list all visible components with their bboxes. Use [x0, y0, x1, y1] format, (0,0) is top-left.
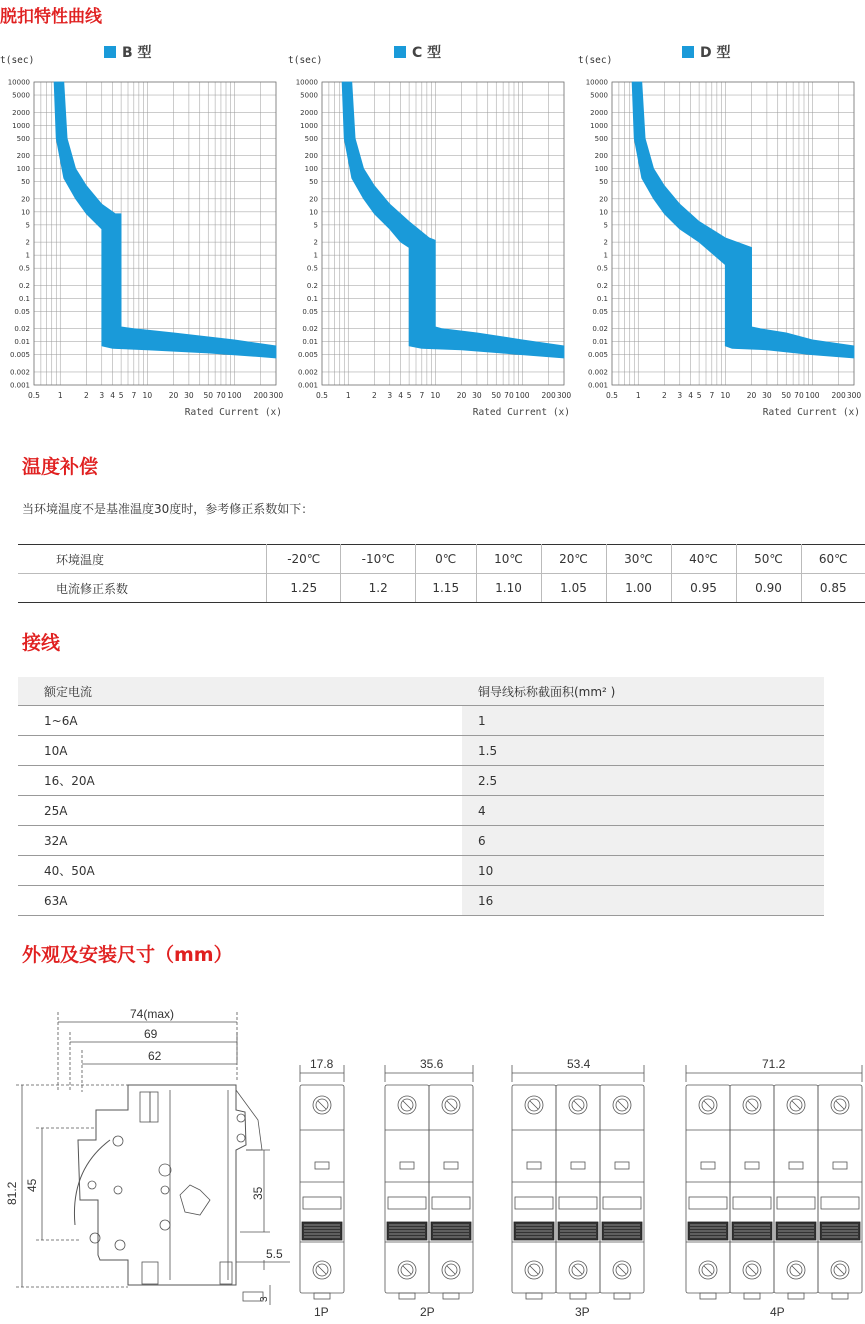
- pole-body: [730, 1085, 774, 1293]
- width-label-1p: 17.8: [310, 1057, 334, 1071]
- screw-slot: [403, 1101, 411, 1109]
- y-tick-label: 0.02: [14, 325, 30, 334]
- x-tick-label: 300: [268, 391, 284, 400]
- x-tick-label: 2: [662, 391, 667, 400]
- y-tick-label: 0.02: [592, 325, 608, 334]
- x-tick-label: 70: [794, 391, 804, 400]
- x-tick-label: 300: [556, 391, 572, 400]
- y-tick-label: 1: [603, 251, 608, 260]
- y-tick-label: 0.005: [9, 351, 30, 360]
- y-tick-label: 2000: [12, 108, 30, 117]
- indicator-window: [615, 1162, 629, 1169]
- y-tick-label: 0.01: [592, 338, 608, 347]
- y-tick-label: 0.2: [18, 281, 30, 290]
- table-row: [18, 826, 824, 856]
- y-tick-label: 200: [16, 152, 30, 161]
- x-tick-label: 10: [430, 391, 441, 400]
- indicator-window: [527, 1162, 541, 1169]
- table-row: [18, 886, 824, 916]
- screw-slot: [574, 1266, 582, 1274]
- y-tick-label: 0.01: [302, 338, 318, 347]
- x-tick-label: 10: [720, 391, 731, 400]
- y-tick-label: 0.002: [9, 368, 30, 377]
- section-cell: 10: [462, 856, 824, 886]
- temp-cell: -10℃: [341, 545, 415, 574]
- section-cell: 16: [462, 886, 824, 916]
- screw-slot: [403, 1266, 411, 1274]
- dim-label: 74(max): [130, 1007, 175, 1021]
- width-label-3p: 53.4: [567, 1057, 591, 1071]
- section-cell: 6: [462, 826, 824, 856]
- x-tick-label: 200: [831, 391, 846, 400]
- y-axis-label: t(sec): [288, 55, 323, 66]
- indicator-window: [400, 1162, 414, 1169]
- x-tick-label: 0.5: [28, 391, 40, 400]
- screw-slot: [318, 1266, 326, 1274]
- y-tick-label: 500: [594, 134, 608, 143]
- y-tick-label: 10000: [585, 78, 608, 87]
- y-tick-label: 2: [313, 238, 318, 247]
- table-header: [18, 677, 824, 706]
- x-tick-label: 0.5: [316, 391, 328, 400]
- x-tick-label: 20: [456, 391, 467, 400]
- y-tick-label: 20: [21, 195, 30, 204]
- y-tick-label: 200: [304, 152, 318, 161]
- factor-cell: 1.15: [415, 574, 476, 603]
- handle-top: [432, 1197, 470, 1209]
- dim-label: 5.5: [266, 1247, 283, 1261]
- y-tick-label: 0.05: [302, 307, 318, 316]
- screw-slot: [618, 1101, 626, 1109]
- screw-slot: [530, 1266, 538, 1274]
- y-tick-label: 500: [304, 134, 318, 143]
- temp-cell: 0℃: [415, 545, 476, 574]
- pole-body: [774, 1085, 818, 1293]
- y-tick-label: 0.1: [596, 294, 608, 303]
- y-tick-label: 10: [599, 208, 608, 217]
- factor-row: [18, 574, 865, 603]
- y-axis-label: t(sec): [0, 55, 35, 66]
- factor-cell: 0.90: [736, 574, 801, 603]
- x-tick-label: 50: [203, 391, 213, 400]
- current-cell: 40、50A: [18, 856, 462, 886]
- x-tick-label: 1: [635, 391, 641, 400]
- x-tick-label: 70: [216, 391, 226, 400]
- pole-body: [686, 1085, 730, 1293]
- handle-top: [689, 1197, 727, 1209]
- y-tick-label: 20: [309, 195, 318, 204]
- plot-area: [578, 40, 863, 425]
- x-tick-label: 5: [696, 391, 702, 400]
- screw-slot: [704, 1266, 712, 1274]
- temperature-description: 当环境温度不是基准温度30度时，参考修正系数如下：: [22, 502, 314, 516]
- trip-curve-chart-d: [578, 40, 863, 425]
- chart-title: C 型: [412, 45, 442, 61]
- pole-body: [556, 1085, 600, 1293]
- plot-area: [288, 40, 573, 425]
- y-tick-label: 0.02: [302, 325, 318, 334]
- screw-slot: [748, 1101, 756, 1109]
- foot-clip: [832, 1293, 848, 1299]
- temp-cell: 20℃: [541, 545, 606, 574]
- y-tick-label: 200: [594, 152, 608, 161]
- y-tick-label: 0.002: [587, 368, 608, 377]
- handle-top: [388, 1197, 426, 1209]
- y-tick-label: 2000: [300, 108, 318, 117]
- breaker-4p: [686, 1065, 862, 1299]
- section-cell: 2.5: [462, 766, 824, 796]
- y-tick-label: 50: [309, 178, 318, 187]
- y-tick-label: 1000: [12, 121, 30, 130]
- handle-top: [777, 1197, 815, 1209]
- front-labels: [310, 1057, 786, 1319]
- y-tick-label: 0.05: [14, 307, 30, 316]
- table-row: [18, 856, 824, 886]
- header-cell: 铜导线标称截面积(mm² ): [462, 677, 824, 706]
- y-axis-label: t(sec): [578, 55, 613, 66]
- y-tick-label: 5000: [300, 91, 318, 100]
- header-cell: 额定电流: [18, 677, 462, 706]
- section-cell: 1: [462, 706, 824, 736]
- handle-top: [559, 1197, 597, 1209]
- x-tick-label: 30: [762, 391, 772, 400]
- curve-section-title: 脱扣特性曲线: [0, 7, 102, 27]
- x-tick-label: 200: [253, 391, 268, 400]
- x-tick-label: 5: [118, 391, 124, 400]
- section-cell: 4: [462, 796, 824, 826]
- x-tick-label: 300: [846, 391, 862, 400]
- x-tick-label: 4: [688, 391, 694, 400]
- dimensions-section-title: 外观及安装尺寸（mm）: [22, 944, 233, 966]
- x-tick-label: 7: [709, 391, 715, 400]
- pole-body: [300, 1085, 344, 1293]
- x-tick-label: 2: [84, 391, 89, 400]
- dim-label: 69: [144, 1027, 158, 1041]
- x-tick-label: 4: [398, 391, 404, 400]
- factor-cell: 0.95: [671, 574, 736, 603]
- trip-curve-chart-b: [0, 40, 285, 425]
- y-tick-label: 50: [599, 178, 608, 187]
- x-tick-label: 50: [491, 391, 501, 400]
- dim-label: 62: [148, 1049, 162, 1063]
- table-row: [18, 796, 824, 826]
- x-tick-label: 200: [541, 391, 556, 400]
- pole-label-1p: 1P: [314, 1305, 329, 1319]
- y-tick-label: 0.01: [14, 338, 30, 347]
- y-tick-label: 0.001: [297, 381, 318, 390]
- x-tick-label: 2: [372, 391, 377, 400]
- y-tick-label: 1000: [300, 121, 318, 130]
- pole-label-3p: 3P: [575, 1305, 590, 1319]
- y-tick-label: 1000: [590, 121, 608, 130]
- wiring-section-title: 接线: [22, 632, 61, 654]
- screw-slot: [792, 1266, 800, 1274]
- temp-cell: 10℃: [476, 545, 541, 574]
- x-tick-label: 5: [406, 391, 412, 400]
- width-label-2p: 35.6: [420, 1057, 444, 1071]
- x-tick-label: 1: [57, 391, 63, 400]
- y-tick-label: 0.5: [306, 264, 318, 273]
- factor-cell: 1.00: [606, 574, 671, 603]
- pole-body: [429, 1085, 473, 1293]
- foot-clip: [443, 1293, 459, 1299]
- temp-cell: 50℃: [736, 545, 801, 574]
- x-tick-label: 7: [419, 391, 425, 400]
- foot-clip: [788, 1293, 804, 1299]
- y-tick-label: 10000: [295, 78, 318, 87]
- x-tick-label: 100: [227, 391, 242, 400]
- x-tick-label: 4: [110, 391, 116, 400]
- pole-body: [600, 1085, 644, 1293]
- x-axis-label: Rated Current (x): [472, 407, 570, 418]
- x-tick-label: 3: [677, 391, 683, 400]
- dim-label: 45: [25, 1178, 39, 1192]
- handle-top: [515, 1197, 553, 1209]
- y-tick-label: 2: [25, 238, 30, 247]
- temperature-row: [18, 545, 865, 574]
- pole-body: [818, 1085, 862, 1293]
- trip-band: [342, 82, 564, 358]
- chart-title: D 型: [700, 45, 731, 61]
- y-tick-label: 5: [25, 221, 30, 230]
- dim-label: 35: [251, 1186, 265, 1200]
- y-tick-label: 0.2: [596, 281, 608, 290]
- x-tick-label: 20: [746, 391, 757, 400]
- y-tick-label: 2: [603, 238, 608, 247]
- breaker-1p: [300, 1065, 344, 1299]
- x-tick-label: 7: [131, 391, 137, 400]
- temperature-section-title: 温度补偿: [22, 456, 99, 478]
- screw-slot: [447, 1101, 455, 1109]
- wiring-table: [18, 677, 824, 916]
- temp-cell: 30℃: [606, 545, 671, 574]
- screw-slot: [792, 1101, 800, 1109]
- screw-slot: [318, 1101, 326, 1109]
- foot-clip: [700, 1293, 716, 1299]
- factor-cell: 1.10: [476, 574, 541, 603]
- x-tick-label: 30: [184, 391, 194, 400]
- y-tick-label: 1: [313, 251, 318, 260]
- x-axis-label: Rated Current (x): [762, 407, 860, 418]
- factor-cell: 0.85: [801, 574, 865, 603]
- temperature-table: [18, 544, 865, 603]
- trip-band: [632, 82, 854, 358]
- y-tick-label: 5000: [12, 91, 30, 100]
- width-label-4p: 71.2: [762, 1057, 786, 1071]
- pole-label-4p: 4P: [770, 1305, 785, 1319]
- temp-cell: 40℃: [671, 545, 736, 574]
- indicator-window: [745, 1162, 759, 1169]
- dim-label: 3: [259, 1296, 270, 1302]
- x-tick-label: 70: [504, 391, 514, 400]
- breaker-2p: [385, 1065, 473, 1299]
- indicator-window: [701, 1162, 715, 1169]
- y-tick-label: 0.001: [9, 381, 30, 390]
- table-row: [18, 766, 824, 796]
- temp-cell: 60℃: [801, 545, 865, 574]
- y-tick-label: 0.5: [596, 264, 608, 273]
- x-tick-label: 100: [805, 391, 820, 400]
- current-cell: 1~6A: [18, 706, 462, 736]
- side-view-labels: [5, 1007, 283, 1302]
- handle-top: [821, 1197, 859, 1209]
- y-tick-label: 0.005: [297, 351, 318, 360]
- factor-cell: 1.2: [341, 574, 415, 603]
- handle-top: [733, 1197, 771, 1209]
- x-tick-label: 0.5: [606, 391, 618, 400]
- row-label: 电流修正系数: [18, 574, 267, 603]
- handle-top: [303, 1197, 341, 1209]
- y-tick-label: 100: [16, 165, 30, 174]
- x-tick-label: 10: [142, 391, 153, 400]
- foot-clip: [526, 1293, 542, 1299]
- screw-slot: [447, 1266, 455, 1274]
- y-tick-label: 500: [16, 134, 30, 143]
- table-row: [18, 736, 824, 766]
- pole-label-2p: 2P: [420, 1305, 435, 1319]
- indicator-window: [444, 1162, 458, 1169]
- y-tick-label: 1: [25, 251, 30, 260]
- x-tick-label: 3: [387, 391, 393, 400]
- y-tick-label: 0.1: [306, 294, 318, 303]
- y-tick-label: 50: [21, 178, 30, 187]
- y-tick-label: 100: [304, 165, 318, 174]
- section-cell: 1.5: [462, 736, 824, 766]
- y-tick-label: 2000: [590, 108, 608, 117]
- indicator-window: [571, 1162, 585, 1169]
- x-tick-label: 100: [515, 391, 530, 400]
- y-tick-label: 0.002: [297, 368, 318, 377]
- y-tick-label: 10: [21, 208, 30, 217]
- screw-slot: [574, 1101, 582, 1109]
- temp-cell: -20℃: [267, 545, 341, 574]
- y-tick-label: 0.2: [306, 281, 318, 290]
- y-tick-label: 5: [313, 221, 318, 230]
- x-tick-label: 3: [99, 391, 105, 400]
- chart-title: B 型: [122, 45, 152, 61]
- dimension-drawings: [0, 990, 865, 1324]
- y-tick-label: 5000: [590, 91, 608, 100]
- y-tick-label: 5: [603, 221, 608, 230]
- y-tick-label: 0.005: [587, 351, 608, 360]
- breaker-3p: [512, 1065, 644, 1299]
- foot-clip: [314, 1293, 330, 1299]
- indicator-window: [315, 1162, 329, 1169]
- y-tick-label: 100: [594, 165, 608, 174]
- screw-slot: [836, 1266, 844, 1274]
- screw-slot: [748, 1266, 756, 1274]
- table-row: [18, 706, 824, 736]
- current-cell: 16、20A: [18, 766, 462, 796]
- current-cell: 10A: [18, 736, 462, 766]
- pole-body: [385, 1085, 429, 1293]
- y-tick-label: 20: [599, 195, 608, 204]
- y-tick-label: 0.5: [18, 264, 30, 273]
- y-tick-label: 0.001: [587, 381, 608, 390]
- pole-body: [512, 1085, 556, 1293]
- y-tick-label: 10: [309, 208, 318, 217]
- screw-slot: [618, 1266, 626, 1274]
- indicator-window: [833, 1162, 847, 1169]
- y-tick-label: 0.05: [592, 307, 608, 316]
- x-tick-label: 50: [781, 391, 791, 400]
- y-tick-label: 0.1: [18, 294, 30, 303]
- foot-clip: [399, 1293, 415, 1299]
- trip-curve-chart-c: [288, 40, 573, 425]
- row-label: 环境温度: [18, 545, 267, 574]
- foot-clip: [570, 1293, 586, 1299]
- x-axis-label: Rated Current (x): [184, 407, 282, 418]
- plot-area: [0, 40, 285, 425]
- factor-cell: 1.25: [267, 574, 341, 603]
- foot-clip: [744, 1293, 760, 1299]
- dim-label: 81.2: [5, 1181, 19, 1205]
- y-tick-label: 10000: [7, 78, 30, 87]
- trip-band: [54, 82, 276, 358]
- screw-slot: [530, 1101, 538, 1109]
- current-cell: 25A: [18, 796, 462, 826]
- current-cell: 63A: [18, 886, 462, 916]
- screw-slot: [704, 1101, 712, 1109]
- indicator-window: [789, 1162, 803, 1169]
- screw-slot: [836, 1101, 844, 1109]
- foot-clip: [614, 1293, 630, 1299]
- current-cell: 32A: [18, 826, 462, 856]
- x-tick-label: 1: [345, 391, 351, 400]
- front-views: [300, 1065, 862, 1299]
- factor-cell: 1.05: [541, 574, 606, 603]
- x-tick-label: 30: [472, 391, 482, 400]
- x-tick-label: 20: [168, 391, 179, 400]
- handle-top: [603, 1197, 641, 1209]
